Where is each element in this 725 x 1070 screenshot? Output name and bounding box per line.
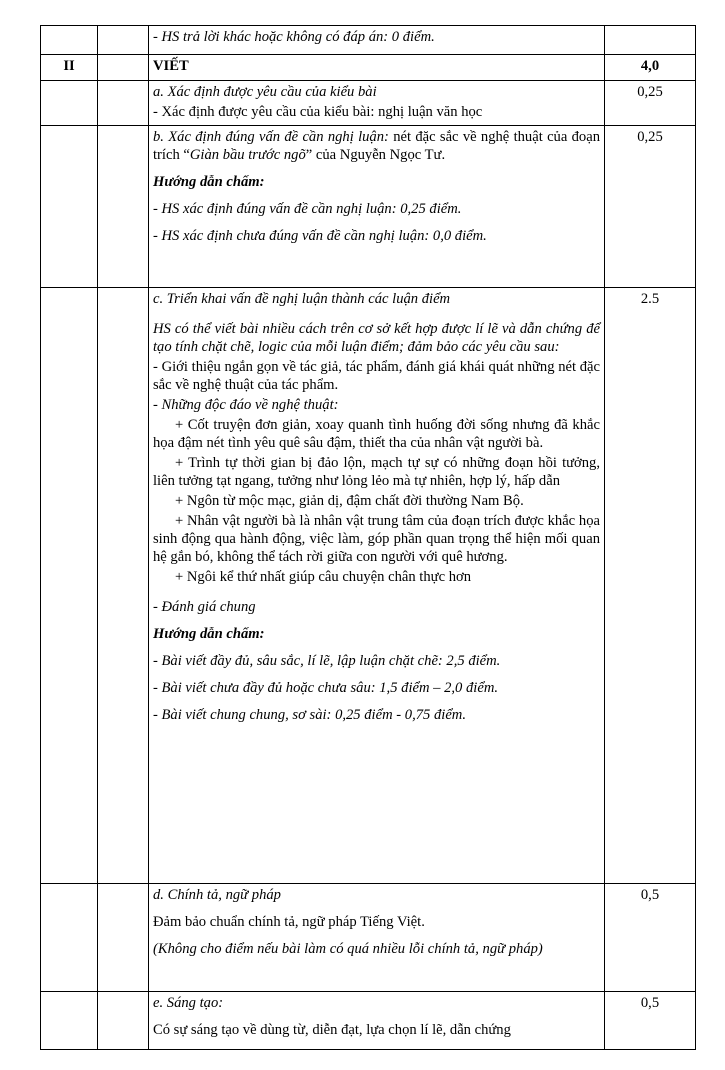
grading-table [40, 25, 696, 1050]
criteria-text: - Xác định được yêu cầu của kiểu bài: nghị luận văn học [153, 104, 483, 120]
criteria-text: Có sự sáng tạo về dùng từ, diễn đạt, lựa chọn lí lẽ, dẫn chứng [153, 1022, 511, 1038]
criteria-heading: b. Xác định đúng vấn đề cần nghị luận: [153, 129, 389, 145]
question-cell [98, 26, 149, 55]
criteria-text: - HS trả lời khác hoặc không có đáp án: 0 điểm. [153, 29, 435, 45]
table-row [41, 884, 696, 992]
bullet-item: + Nhân vật người bà là nhân vật trung tâm của đoạn trích được khắc họa sinh động qua hành động, việc làm, góp phần quan trọng thể hiện mối quan hệ gắn bó, không thể tách rời giữa con người với quê hương. [153, 513, 600, 565]
question-cell [98, 126, 149, 288]
question-cell [98, 992, 149, 1050]
criteria-note: (Không cho điểm nếu bài làm có quá nhiều lỗi chính tả, ngữ pháp) [153, 941, 543, 957]
part-cell [41, 884, 98, 992]
table-row [41, 126, 696, 288]
content-cell [149, 26, 605, 55]
section-title: VIẾT [149, 55, 605, 81]
guide-item: - HS xác định chưa đúng vấn đề cần nghị luận: 0,0 điểm. [153, 228, 487, 244]
criteria-text: - Những độc đáo về nghệ thuật: [153, 397, 339, 413]
content-cell [149, 126, 605, 288]
part-number: II [41, 55, 98, 81]
criteria-intro: HS có thể viết bài nhiều cách trên cơ sở kết hợp được lí lẽ và dẫn chứng để tạo tính chặt chẽ, logic của mỗi luận điểm; đảm bảo các yêu cầu sau: [153, 321, 600, 355]
criteria-heading: d. Chính tả, ngữ pháp [153, 887, 281, 903]
score-value: 2.5 [605, 288, 696, 884]
table-row [41, 992, 696, 1050]
part-cell [41, 288, 98, 884]
guide-heading: Hướng dẫn chấm: [153, 174, 265, 190]
question-cell [98, 81, 149, 126]
score-cell [605, 26, 696, 55]
score-value: 0,25 [605, 126, 696, 288]
bullet-item: + Ngôn từ mộc mạc, giản dị, đậm chất đời thường Nam Bộ. [175, 493, 524, 509]
work-title: Giàn bầu trước ngõ [189, 147, 306, 163]
bullet-item: + Ngôi kể thứ nhất giúp câu chuyện chân thực hơn [175, 569, 472, 585]
bullet-item: + Cốt truyện đơn giản, xoay quanh tình huống đời sống nhưng đã khắc họa đậm nét tình yêu quê sâu đậm, thiết tha của nhân vật người bà. [153, 417, 600, 451]
question-cell [98, 288, 149, 884]
criteria-text: - Đánh giá chung [153, 599, 256, 615]
criteria-heading: e. Sáng tạo: [153, 995, 224, 1011]
guide-item: - Bài viết chưa đầy đủ hoặc chưa sâu: 1,5 điểm – 2,0 điểm. [153, 680, 499, 696]
score-value: 0,5 [605, 992, 696, 1050]
part-cell [41, 992, 98, 1050]
section-score: 4,0 [605, 55, 696, 81]
part-cell [41, 81, 98, 126]
criteria-heading: c. Triển khai vấn đề nghị luận thành các luận điểm [153, 291, 451, 307]
criteria-text: ” của Nguyễn Ngọc Tư. [305, 147, 446, 163]
table-row [41, 55, 696, 81]
table-row [41, 81, 696, 126]
guide-item: - Bài viết đầy đủ, sâu sắc, lí lẽ, lập luận chặt chẽ: 2,5 điểm. [153, 653, 501, 669]
question-cell [98, 884, 149, 992]
table-row [41, 26, 696, 55]
guide-heading: Hướng dẫn chấm: [153, 626, 265, 642]
content-cell [149, 288, 605, 884]
criteria-text: - Giới thiệu ngắn gọn về tác giả, tác phẩm, đánh giá khái quát những nét đặc sắc về nghệ thuật của tác phẩm. [153, 359, 600, 393]
criteria-heading: a. Xác định được yêu cầu của kiểu bài [153, 84, 377, 100]
part-cell [41, 126, 98, 288]
content-cell [149, 884, 605, 992]
part-cell [41, 26, 98, 55]
score-value: 0,25 [605, 81, 696, 126]
guide-item: - HS xác định đúng vấn đề cần nghị luận: 0,25 điểm. [153, 201, 462, 217]
bullet-item: + Trình tự thời gian bị đảo lộn, mạch tự sự có những đoạn hồi tưởng, liên tưởng tạt ngang, tưởng như lỏng lẻo mà tự nhiên, hợp lý, hấp dẫn [153, 455, 600, 489]
criteria-text: nét đặc sắc về nghệ thuật của đoạn trích “ [153, 129, 600, 163]
content-cell [149, 81, 605, 126]
question-cell [98, 55, 149, 81]
content-cell [149, 992, 605, 1050]
guide-item: - Bài viết chung chung, sơ sài: 0,25 điểm - 0,75 điểm. [153, 707, 466, 723]
score-value: 0,5 [605, 884, 696, 992]
criteria-text: Đảm bảo chuẩn chính tả, ngữ pháp Tiếng Việt. [153, 914, 425, 930]
table-row [41, 288, 696, 884]
